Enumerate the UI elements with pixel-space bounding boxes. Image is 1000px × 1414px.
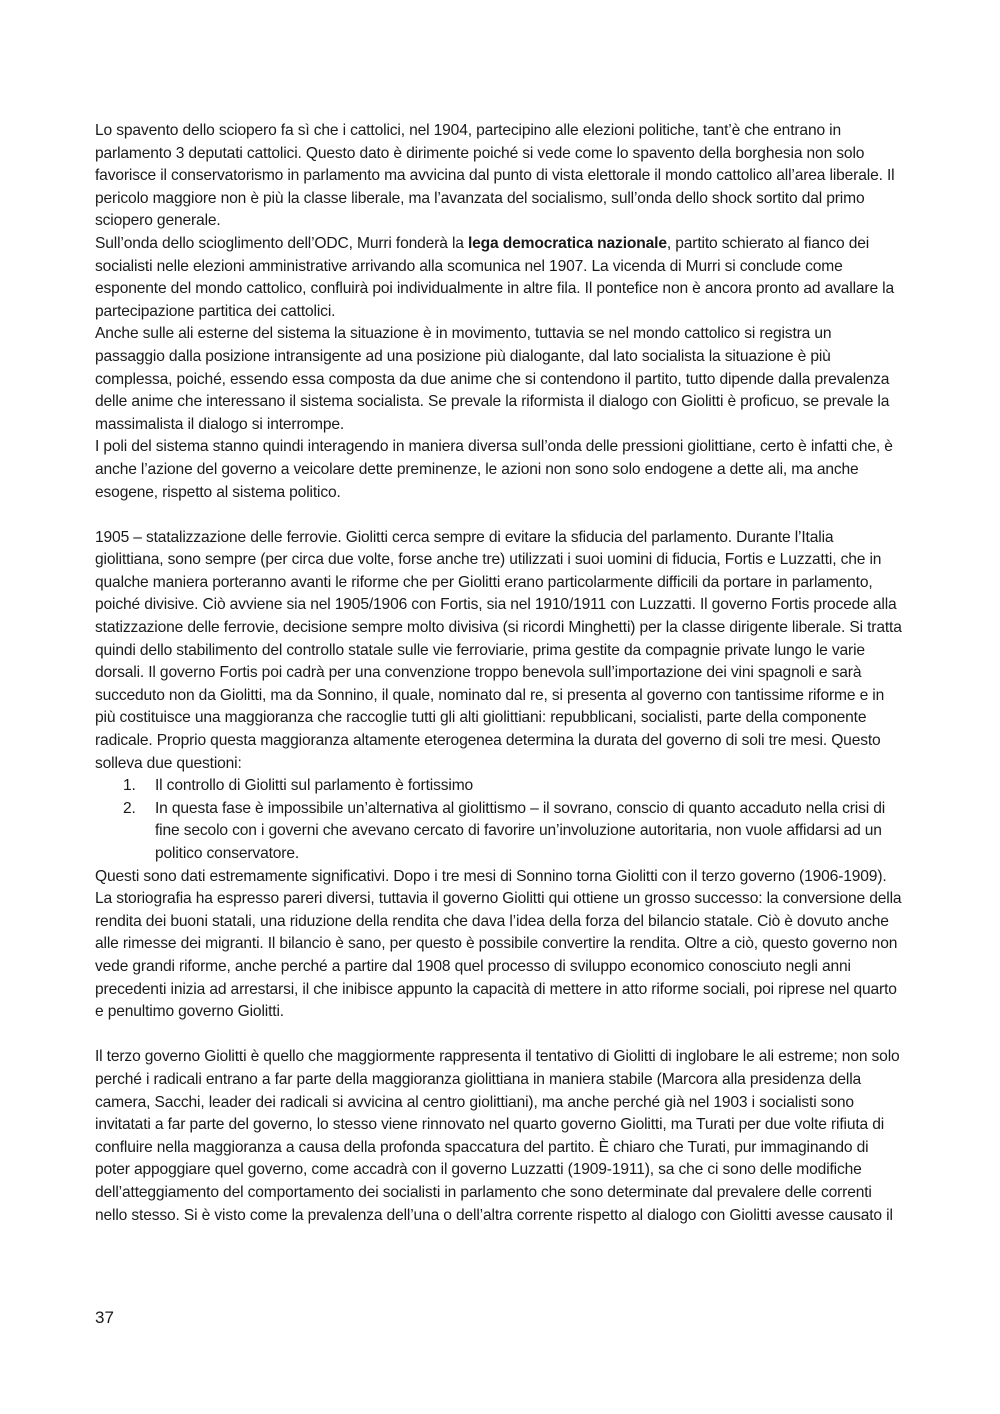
numbered-list — [95, 775, 905, 865]
paragraph-5: 1905 – statalizzazione delle ferrovie. Giolitti cerca sempre di evitare la sfiducia del parlamento. Durante l’Italia giolittiana, sono sempre (per circa due volte, forse anche tre) utilizzati i suoi uomini di fiducia, Fortis e Luzzatti, che in qualche maniera porteranno avanti le riforme che per Giolitti erano particolarmente difficili da portare in parlamento, poiché divisive. Ciò avviene sia nel 1905/1906 con Fortis, sia nel 1910/1911 con Luzzatti. Il governo Fortis procede alla statizzazione delle ferrovie, decisione sempre molto divisiva (si ricordi Minghetti) per la classe dirigente liberale. Si tratta quindi dello stabilimento del controllo statale sulle vie ferroviarie, prima gestite da compagnie private lungo le varie dorsali. Il governo Fortis poi cadrà per una convenzione troppo benevola sull’importazione dei vini spagnoli e sarà succeduto non da Giolitti, ma da Sonnino, il quale, nominato dal re, si presenta al governo con tantissime riforme e in più costituisce una maggioranza che raccoglie tutti gli alti giolittiani: repubblicani, socialisti, parte della componente radicale. Proprio questa maggioranza altamente eterogenea determina la durata del governo di soli tre mesi. Questo solleva due questioni: — [95, 528, 902, 772]
paragraph-3: Anche sulle ali esterne del sistema la situazione è in movimento, tuttavia se nel mondo cattolico si registra un passaggio dalla posizione intransigente ad una posizione più dialogante, dal lato socialista la situazione è più complessa, poiché, essendo essa composta da due anime che si contendono il partito, tutto dipende dalla prevalenza delle anime che interessano il sistema socialista. Se prevale la riformista il dialogo con Giolitti è proficuo, se prevale la massimalista il dialogo si interrompe. — [95, 325, 890, 433]
list-item-text: Il controllo di Giolitti sul parlamento è fortissimo — [155, 777, 474, 795]
paragraph-7: Il terzo governo Giolitti è quello che maggiormente rappresenta il tentativo di Giolitti di inglobare le ali estreme; non solo perché i radicali entrano a far parte della maggioranza giolittiana in maniera stabile (Marcora alla presidenza della camera, Sacchi, leader dei radicali si avvicina al centro giolittiani), ma anche perché già nel 1903 i socialisti sono invitatati a far parte del governo, lo stesso viene rinnovato nel quarto governo Giolitti, ma Turati per due volte rifiuta di confluire nella maggioranza a causa della profonda spaccatura del partito. È chiaro che Turati, pur immaginando di poter appoggiare quel governo, come accadrà con il governo Luzzatti (1909-1911), sa che ci sono delle modifiche dell’atteggiamento del comportamento dei socialisti in parlamento che sono determinate dal prevalere delle correnti nello stesso. Si è visto come la prevalenza dell’una o dell’altra corrente rispetto al dialogo con Giolitti avesse causato il — [95, 1048, 900, 1224]
list-item-number: 2. — [123, 799, 136, 817]
paragraph-6: Questi sono dati estremamente significativi. Dopo i tre mesi di Sonnino torna Giolitti con il terzo governo (1906-1909). La storiografia ha espresso pareri diversi, tuttavia il governo Giolitti qui ottiene un grosso successo: la conversione della rendita dei buoni statali, una riduzione della rendita che dava l’idea della forza del bilancio statale. Ciò è dovuto anche alle rimesse dei migranti. Il bilancio è sano, per questo è possibile convertire la rendita. Oltre a ciò, questo governo non vede grandi riforme, anche perché a partire dal 1908 quel processo di sviluppo economico conosciuto negli anni precedenti inizia ad arrestarsi, il che inibisce appunto la capacità di mettere in atto riforme sociali, poi riprese nel quarto e penultimo governo Giolitti. — [95, 867, 902, 1021]
list-item — [123, 775, 905, 798]
list-item — [123, 798, 905, 866]
list-item-number: 1. — [123, 777, 136, 795]
page-number: 37 — [95, 1308, 114, 1327]
paragraph-1: Lo spavento dello sciopero fa sì che i cattolici, nel 1904, partecipino alle elezioni politiche, tant’è che entrano in parlamento 3 deputati cattolici. Questo dato è dirimente poiché si vede come lo spavento della borghesia non solo favorisce il conservatorismo in parlamento ma avvicina dal punto di vista elettorale il mondo cattolico all’area liberale. Il pericolo maggiore non è più la classe liberale, ma l’avanzata del socialismo, sull’onda dello shock sortito dal primo sciopero generale. — [95, 122, 895, 230]
blank-line — [95, 1024, 905, 1047]
paragraph-2 — [95, 233, 905, 323]
list-item-text: In questa fase è impossibile un’alternativa al giolittismo – il sovrano, conscio di quanto accaduto nella crisi di fine secolo con i governi che avevano cercato di favorire un’involuzione autoritaria, non vuole affidarsi ad un politico conservatore. — [155, 799, 886, 862]
paragraph-2-text-before: Sull’onda dello scioglimento dell’ODC, Murri fonderà la — [95, 234, 468, 252]
paragraph-2-text-after: , partito schierato al fianco dei socialisti nelle elezioni amministrative arrivando alla scomunica nel 1907. La vicenda di Murri si conclude come esponente del mondo cattolico, confluirà poi individualmente in altre fila. Il pontefice non è ancora pronto ad avallare la partecipazione partitica dei cattolici. — [95, 234, 895, 320]
page-body — [95, 120, 905, 1227]
paragraph-4: I poli del sistema stanno quindi interagendo in maniera diversa sull’onda delle pressioni giolittiane, certo è infatti che, è anche l’azione del governo a veicolare dette preminenze, le azioni non sono solo endogene a dette ali, ma anche esogene, rispetto al sistema politico. — [95, 438, 893, 501]
bold-term: lega democratica nazionale — [467, 234, 667, 252]
blank-line — [95, 504, 905, 527]
